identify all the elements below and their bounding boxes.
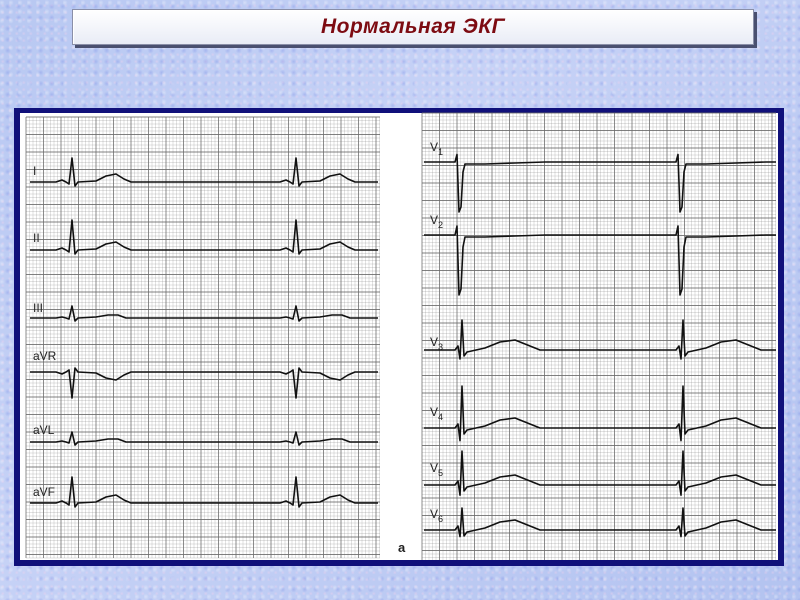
chest-lead-trace	[424, 451, 776, 495]
figure-label: a	[398, 540, 406, 555]
chest-lead-label: $V_6$	[430, 507, 444, 524]
limb-lead-trace	[30, 477, 378, 507]
limb-lead-label: aVL	[33, 423, 55, 437]
chest-lead-trace	[424, 508, 776, 537]
limb-lead-trace	[30, 220, 378, 254]
limb-lead-label: aVR	[33, 349, 57, 363]
chest-lead-trace	[424, 320, 776, 359]
limb-lead-label: III	[33, 301, 44, 315]
chest-lead-label: $V_4$	[430, 405, 444, 422]
chest-lead-label: $V_5$	[430, 461, 444, 478]
chest-lead-label: $V_1$	[430, 140, 444, 157]
limb-lead-label: I	[33, 164, 37, 178]
limb-lead-label: II	[33, 231, 40, 245]
limb-lead-trace	[30, 432, 378, 445]
chest-lead-label: $V_2$	[430, 213, 444, 230]
chest-lead-trace	[424, 386, 776, 441]
limb-lead-trace	[30, 158, 378, 186]
limb-lead-grid	[26, 117, 380, 558]
chest-lead-grid	[422, 113, 776, 560]
chest-lead-label: $V_3$	[430, 335, 444, 352]
limb-lead-trace	[30, 306, 378, 321]
slide-title: Нормальная ЭКГ	[320, 15, 505, 38]
limb-lead-label: aVF	[33, 485, 56, 499]
ecg-traces	[30, 155, 776, 537]
